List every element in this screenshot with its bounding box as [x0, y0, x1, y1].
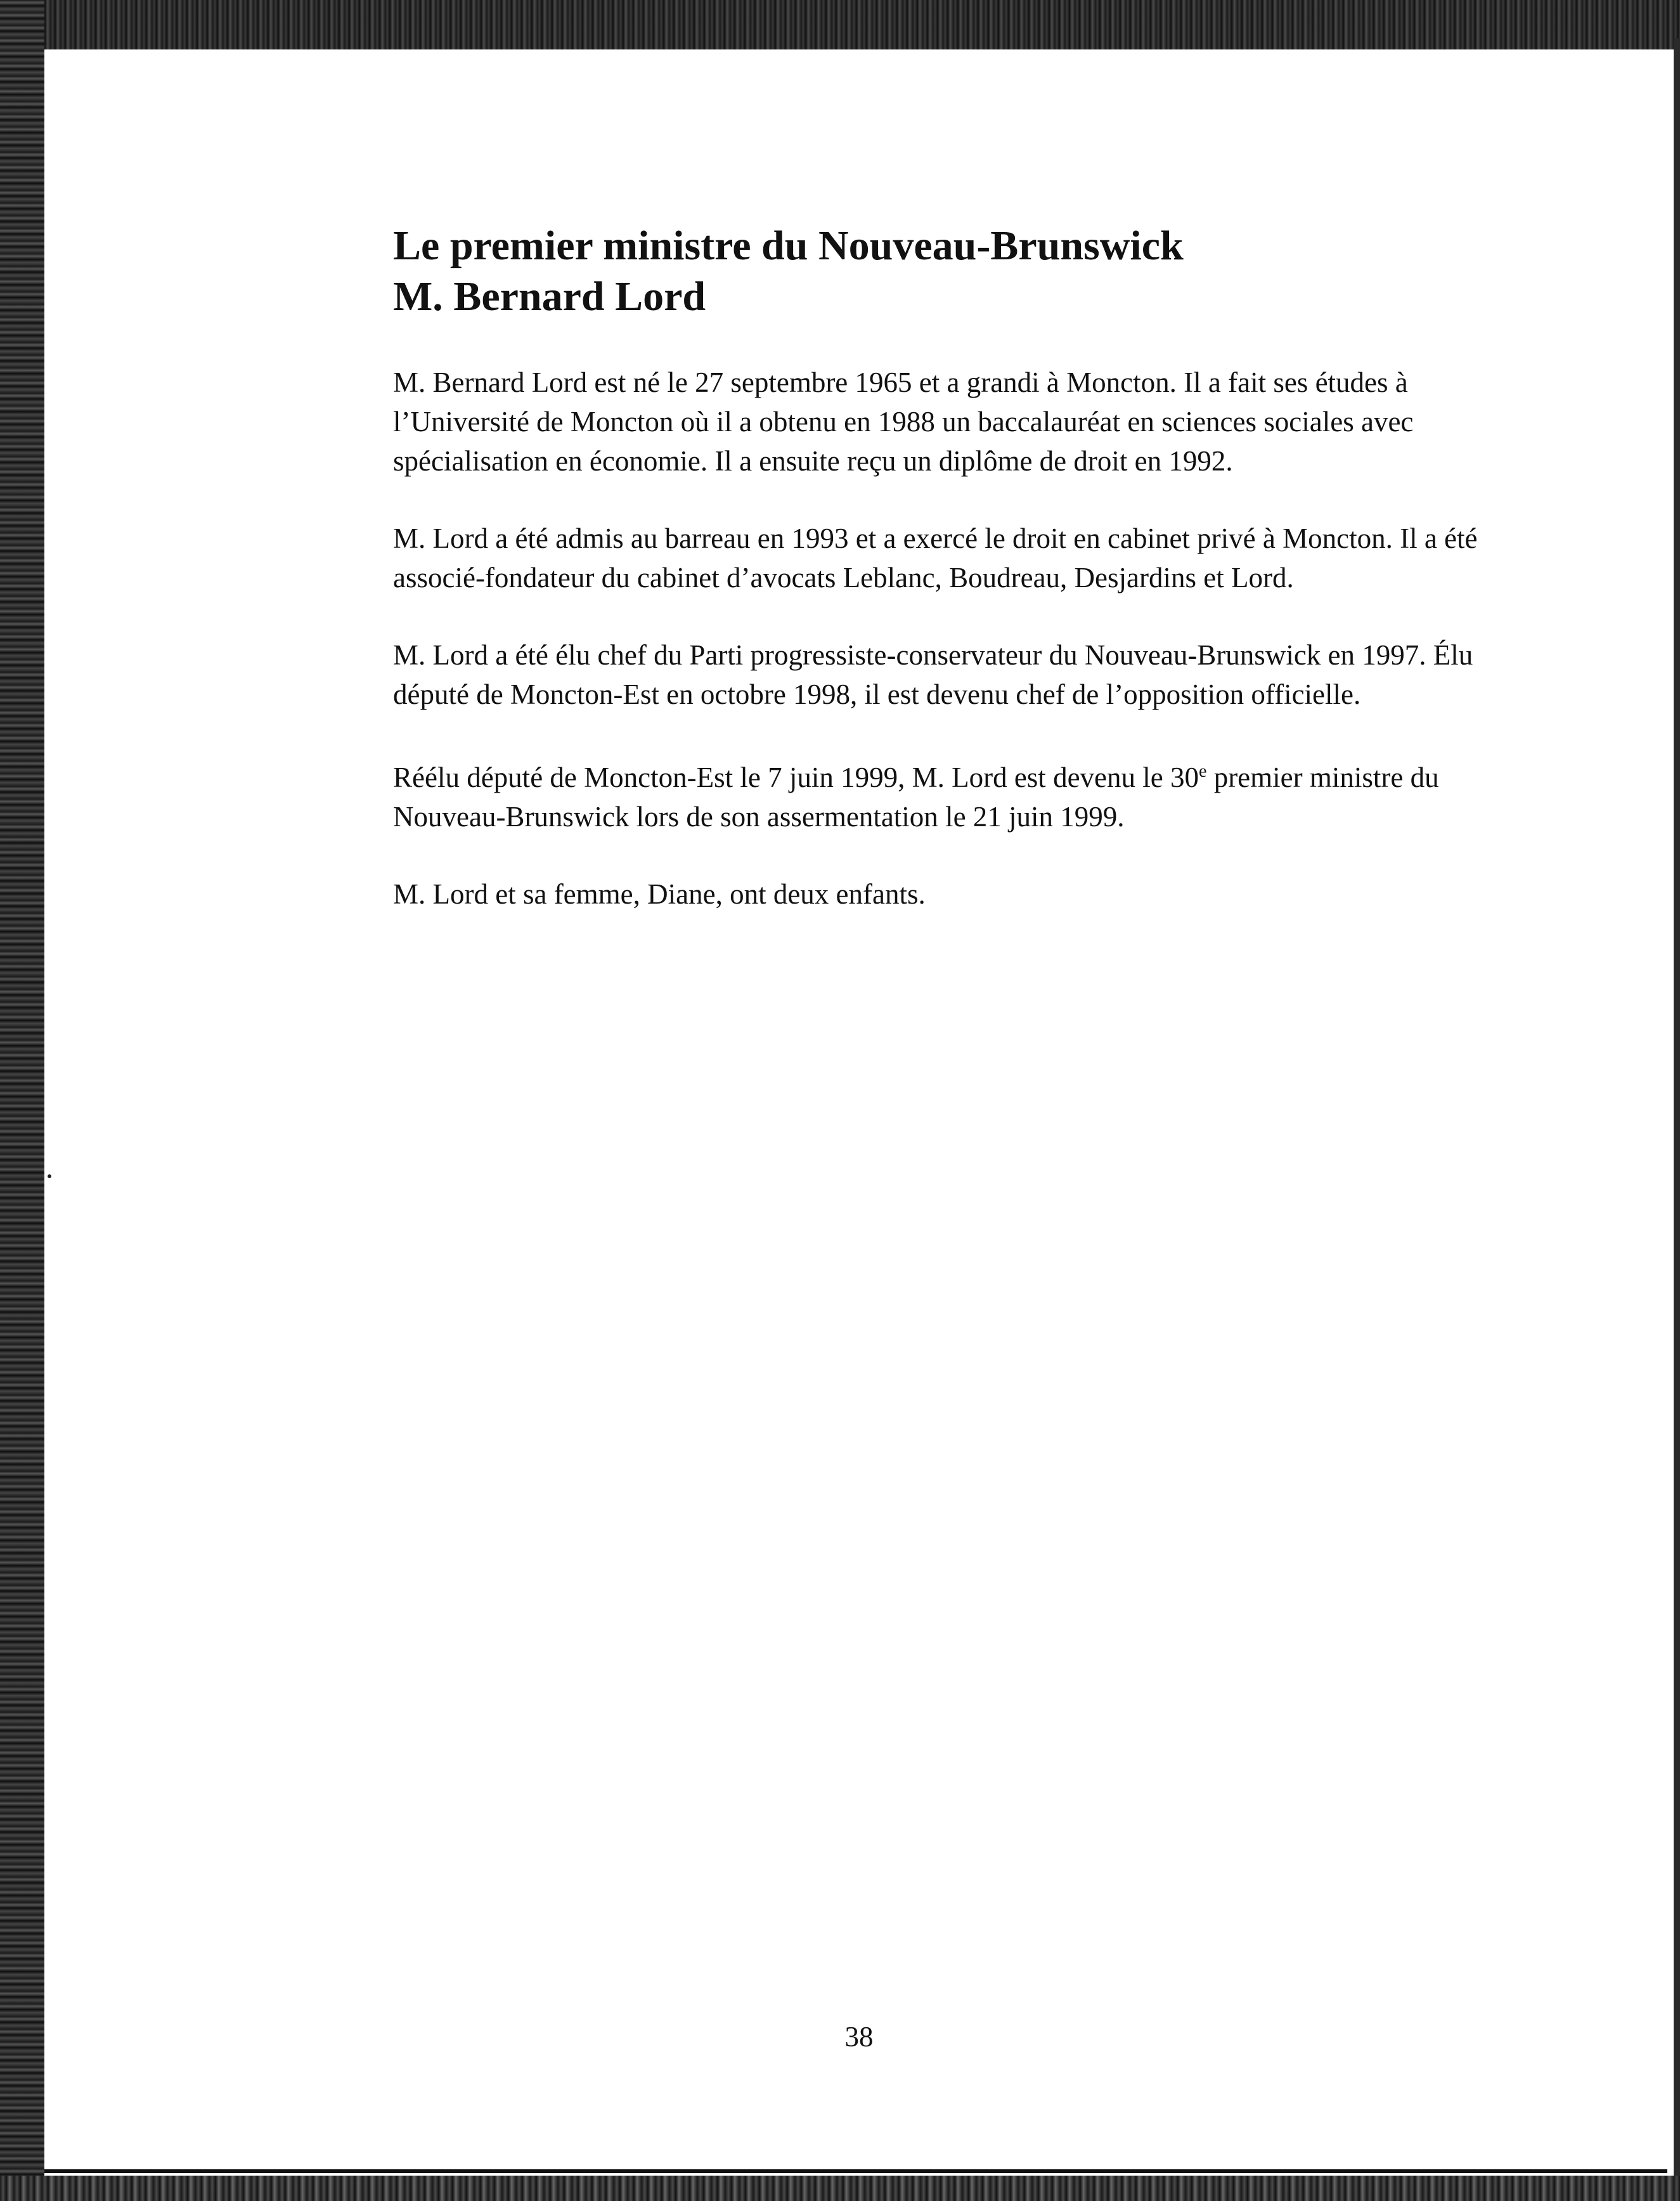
premier-text-start: Réélu député de Moncton-Est le 7 juin 1999, M. Lord est devenu le 30 — [393, 762, 1199, 793]
title-line-2: M. Bernard Lord — [393, 273, 706, 320]
title-line-1: Le premier ministre du Nouveau-Brunswick — [393, 223, 1184, 269]
page-number: 38 — [844, 2021, 874, 2053]
paper-sheet — [44, 49, 1674, 2176]
premier-text-end: premier ministre du Nouveau-Brunswick lors de son assermentation le 21 juin 1999. — [393, 762, 1439, 833]
scan-border-bottom — [0, 2176, 1680, 2201]
scan-bottom-rule — [44, 2169, 1667, 2173]
paragraph-premier — [393, 752, 1496, 836]
paragraph-family: M. Lord et sa femme, Diane, ont deux enfants. — [393, 878, 926, 910]
scan-border-left — [0, 0, 44, 2201]
paragraph-biography: M. Bernard Lord est né le 27 septembre 1965 et a grandi à Moncton. Il a fait ses études à l’Université de Moncton où il a obtenu en 1988 un baccalauréat en sciences sociales avec spécialisation en économie. Il a ensuite reçu un diplôme de droit en 1992. — [393, 367, 1414, 477]
scan-border-right — [1674, 38, 1680, 2201]
paragraph-law-career: M. Lord a été admis au barreau en 1993 et a exercé le droit en cabinet privé à Moncton. Il a été associé-fondateur du cabinet d’avocats Leblanc, Boudreau, Desjardins et Lord. — [393, 523, 1478, 594]
document-title — [393, 221, 1496, 322]
document-body — [393, 221, 1496, 952]
ordinal-superscript: e — [1199, 762, 1207, 781]
paragraph-party-leader: M. Lord a été élu chef du Parti progressiste-conservateur du Nouveau-Brunswick en 1997. Élu député de Moncton-Est en octobre 1998, il est devenu chef de l’opposition officielle. — [393, 639, 1473, 710]
scan-speck — [48, 1174, 51, 1178]
scan-border-top — [0, 0, 1680, 49]
